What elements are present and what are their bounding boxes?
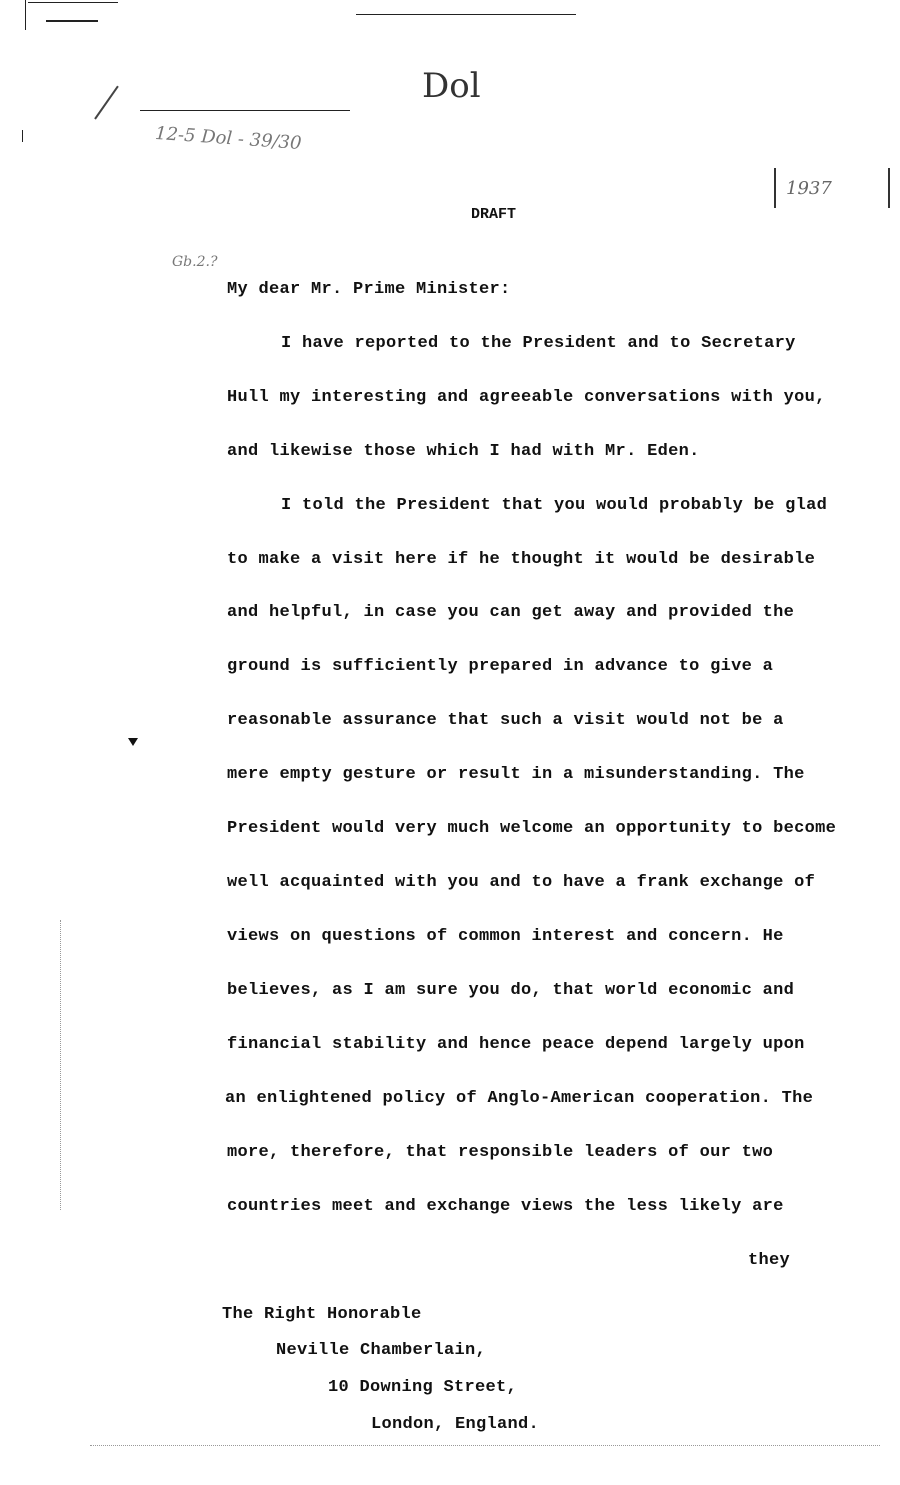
- body-line: I told the President that you would probably be glad: [281, 496, 828, 515]
- body-line: countries meet and exchange views the less likely are: [227, 1197, 784, 1216]
- body-line: ground is sufficiently prepared in advance to give a: [227, 657, 774, 676]
- address-line: The Right Honorable: [222, 1305, 422, 1324]
- address-line: London, England.: [371, 1415, 540, 1434]
- body-line: views on questions of common interest and concern. He: [227, 927, 784, 946]
- year-bracket: [774, 168, 890, 208]
- address-line: 10 Downing Street,: [328, 1378, 518, 1397]
- body-line: President would very much welcome an opportunity to become: [227, 819, 837, 838]
- body-line: reasonable assurance that such a visit would not be a: [227, 711, 784, 730]
- pen-stroke: [94, 86, 119, 120]
- margin-dotted-line: [60, 920, 61, 1210]
- body-line: and likewise those which I had with Mr. Eden.: [227, 442, 700, 461]
- body-line: more, therefore, that responsible leaders of our two: [227, 1143, 774, 1162]
- salutation: My dear Mr. Prime Minister:: [227, 280, 511, 299]
- body-line: Hull my interesting and agreeable conversations with you,: [227, 388, 826, 407]
- scan-rule: [28, 2, 118, 3]
- address-line: Neville Chamberlain,: [276, 1341, 487, 1360]
- margin-bullet: [128, 738, 138, 746]
- continuation-word: they: [748, 1251, 791, 1270]
- scan-rule: [356, 14, 576, 15]
- bottom-dotted-rule: [90, 1445, 880, 1446]
- scan-rule: [140, 110, 350, 111]
- body-line: mere empty gesture or result in a misunderstanding. The: [227, 765, 805, 784]
- handwritten-note: Gb.2.?: [172, 254, 218, 270]
- scan-mark: [25, 0, 26, 30]
- scan-mark: [22, 130, 23, 142]
- draft-label: DRAFT: [471, 206, 517, 223]
- body-line: financial stability and hence peace depend largely upon: [227, 1035, 805, 1054]
- body-line: well acquainted with you and to have a frank exchange of: [227, 873, 816, 892]
- body-line: I have reported to the President and to Secretary: [281, 334, 796, 353]
- body-line: believes, as I am sure you do, that world economic and: [227, 981, 795, 1000]
- scan-rule: [46, 20, 98, 22]
- handwritten-reference: 12-5 Dol - 39/30: [154, 122, 303, 155]
- body-line: an enlightened policy of Anglo-American cooperation. The: [225, 1089, 814, 1108]
- body-line: to make a visit here if he thought it would be desirable: [227, 550, 816, 569]
- handwritten-year: 1937: [786, 178, 832, 199]
- handwritten-file-mark: Dol: [422, 66, 481, 106]
- body-line: and helpful, in case you can get away and provided the: [227, 603, 795, 622]
